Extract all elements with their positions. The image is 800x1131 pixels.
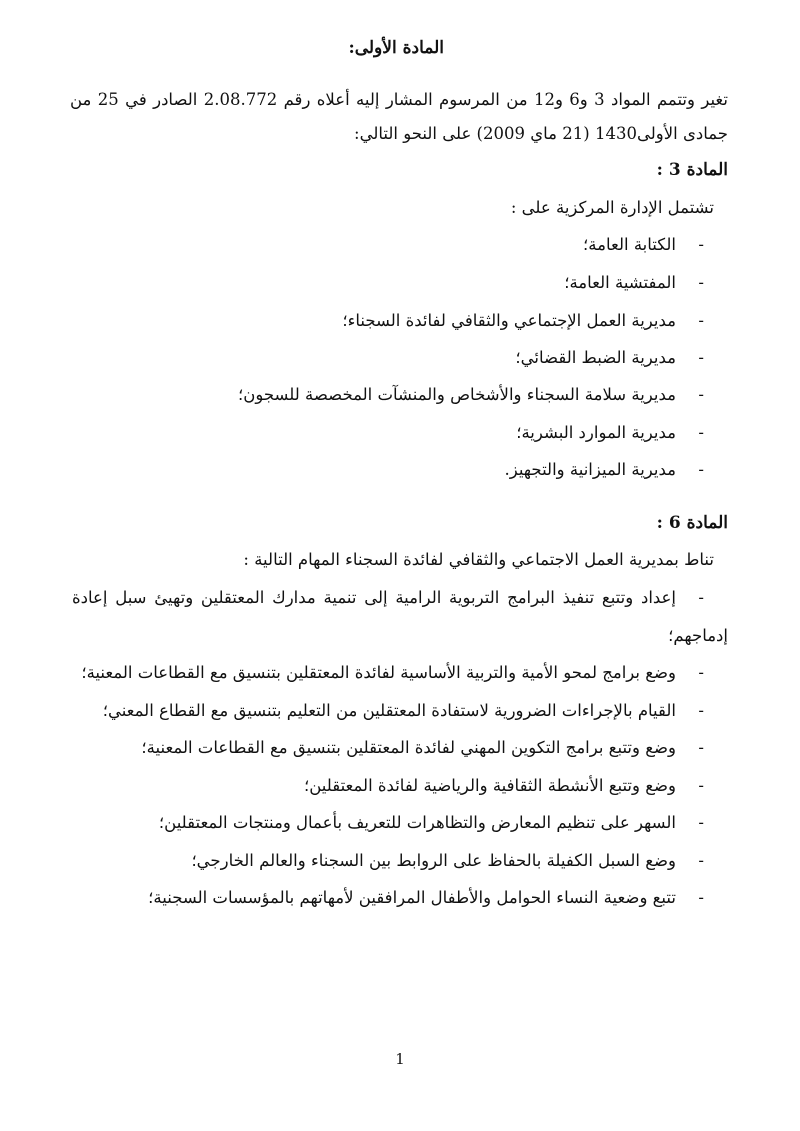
article-3-item: - مديرية الموارد البشرية؛ [516,423,676,442]
article-6-intro: تناط بمديرية العمل الاجتماعي والثقافي لفائدة السجناء المهام التالية : [243,550,714,569]
article-3-item: - المفتشية العامة؛ [564,273,676,292]
article-6-item: - تتبع وضعية النساء الحوامل والأطفال المرافقين لأمهاتهم بالمؤسسات السجنية؛ [148,888,676,907]
article-3-item: - مديرية سلامة السجناء والأشخاص والمنشآت المخصصة للسجون؛ [238,385,676,404]
article-6-item: - وضع برامج لمحو الأمية والتربية الأساسية لفائدة المعتقلين بتنسيق مع القطاعات المعنية؛ [81,663,676,682]
article-6-title: المادة 6 : [656,513,728,533]
article-3-item: - مديرية الضبط القضائي؛ [515,348,676,367]
article-6-item-1-line-2: إدماجهم؛ [668,626,728,645]
article-3-intro: تشتمل الإدارة المركزية على : [510,198,714,217]
article-1-line-1: تغير وتتمم المواد 3 و6 و12 من المرسوم المشار إليه أعلاه رقم 2.08.772 الصادر في 25 من [70,90,728,109]
article-3-item: - الكتابة العامة؛ [583,235,676,254]
article-3-item: - مديرية العمل الإجتماعي والثقافي لفائدة السجناء؛ [342,311,676,330]
article-6-item: - وضع وتتبع الأنشطة الثقافية والرياضية لفائدة المعتقلين؛ [304,776,676,795]
article-6-item: - القيام بالإجراءات الضرورية لاستفادة المعتقلين من التعليم بتنسيق مع القطاع المعني؛ [103,701,676,720]
page-number: 1 [395,1050,405,1068]
article-6-item: - السهر على تنظيم المعارض والتظاهرات للتعريف بأعمال ومنتجات المعتقلين؛ [159,813,676,832]
article-3-item: - مديرية الميزانية والتجهيز. [504,460,676,479]
article-1-line-2: جمادى الأولى1430 (21 ماي 2009) على النحو التالي: [354,124,728,143]
article-3-title: المادة 3 : [656,160,728,180]
article-6-item-1-line-1: - إعداد وتتبع تنفيذ البرامج التربوية الرامية إلى تنمية مدارك المعتقلين وتهيئ سبل إعادة [72,588,676,607]
article-1-title: المادة الأولى: [348,38,444,58]
article-6-item: - وضع وتتبع برامج التكوين المهني لفائدة المعتقلين بتنسيق مع القطاعات المعنية؛ [141,738,676,757]
article-6-item: - وضع السبل الكفيلة بالحفاظ على الروابط بين السجناء والعالم الخارجي؛ [191,851,676,870]
